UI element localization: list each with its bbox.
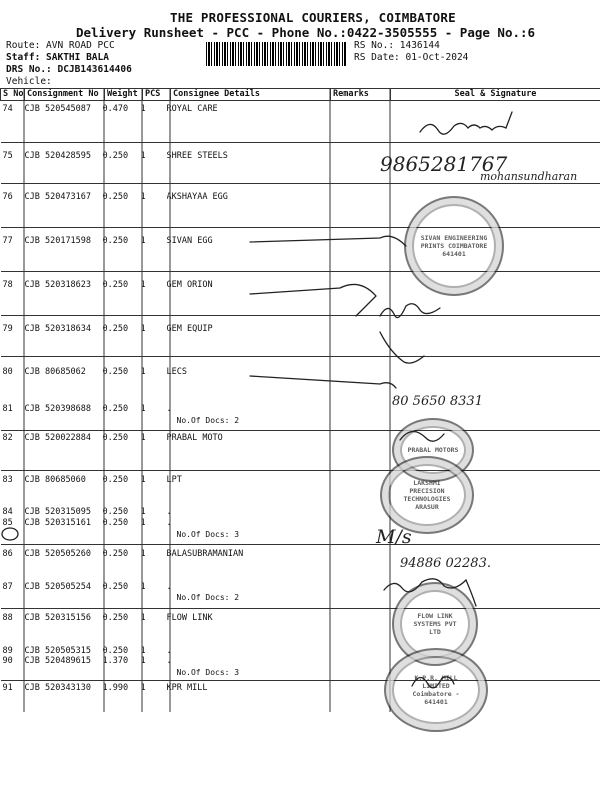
cell-sno: 84 xyxy=(2,507,13,517)
cell-consignment: CJB 520473167 xyxy=(24,192,92,202)
cell-sno: 91 xyxy=(2,683,13,693)
col-remarks: Remarks xyxy=(331,89,391,101)
cell-consignment: CJB 520505254 xyxy=(24,582,92,592)
vehicle-label: Vehicle: xyxy=(6,76,52,87)
cell-consignee: LPT xyxy=(166,475,182,485)
cell-consignee: . xyxy=(166,656,172,666)
cell-consignee: SHREE STEELS xyxy=(166,151,228,161)
handwritten-phone-81: 80 5650 8331 xyxy=(392,394,483,409)
cell-consignment: CJB 520489615 xyxy=(24,656,92,666)
cell-weight: 0.250 xyxy=(102,236,129,246)
cell-consignment: CJB 520315095 xyxy=(24,507,92,517)
cell-consignee: BALASUBRAMANIAN xyxy=(166,549,244,559)
docs-count: No.Of Docs: 3 xyxy=(176,668,240,677)
cell-consignee: . xyxy=(166,582,172,592)
cell-weight: 0.250 xyxy=(102,549,129,559)
rs-date: RS Date: 01-Oct-2024 xyxy=(354,52,469,63)
cell-sno: 78 xyxy=(2,280,13,290)
cell-consignee: FLOW LINK xyxy=(166,613,213,623)
cell-weight: 0.250 xyxy=(102,433,129,443)
cell-weight: 1.370 xyxy=(102,656,129,666)
cell-consignee: . xyxy=(166,646,172,656)
cell-weight: 1.990 xyxy=(102,683,129,693)
cell-consignment: CJB 520318634 xyxy=(24,324,92,334)
cell-pcs: 1 xyxy=(140,549,146,559)
signature-82 xyxy=(400,431,444,441)
cell-weight: 0.250 xyxy=(102,613,129,623)
col-pcs: PCS xyxy=(143,89,171,101)
signature-91 xyxy=(412,677,454,688)
circle-86 xyxy=(2,528,18,540)
cell-consignment: CJB 520318623 xyxy=(24,280,92,290)
arrow-77 xyxy=(250,236,406,246)
cell-sno: 81 xyxy=(2,404,13,414)
cell-consignee: GEM EQUIP xyxy=(166,324,213,334)
cell-sno: 82 xyxy=(2,433,13,443)
cell-sno: 74 xyxy=(2,104,13,114)
arrow-78 xyxy=(250,284,376,316)
cell-consignment: CJB 520505260 xyxy=(24,549,92,559)
cell-sno: 75 xyxy=(2,151,13,161)
cell-consignee: ROYAL CARE xyxy=(166,104,218,114)
cell-sno: 90 xyxy=(2,656,13,666)
cell-sno: 87 xyxy=(2,582,13,592)
arrow-80 xyxy=(250,376,396,388)
cell-consignment: CJB 520315156 xyxy=(24,613,92,623)
docs-count: No.Of Docs: 3 xyxy=(176,530,240,539)
cell-weight: 0.250 xyxy=(102,582,129,592)
handwritten-ms: M/s xyxy=(376,526,412,548)
cell-pcs: 1 xyxy=(140,367,146,377)
prabal-stamp: PRABAL MOTORS xyxy=(392,418,474,482)
flourish-80 xyxy=(380,332,424,363)
cell-consignment: CJB 520505315 xyxy=(24,646,92,656)
cell-weight: 0.250 xyxy=(102,280,129,290)
cell-sno: 79 xyxy=(2,324,13,334)
cell-pcs: 1 xyxy=(140,433,146,443)
cell-pcs: 1 xyxy=(140,280,146,290)
cell-sno: 85 xyxy=(2,518,13,528)
kpr-stamp: K.P.R. MILL LIMITED Coimbatore - 641401 xyxy=(384,648,488,732)
cell-pcs: 1 xyxy=(140,518,146,528)
cell-sno: 89 xyxy=(2,646,13,656)
col-weight: Weight xyxy=(105,89,143,101)
handwritten-phone-87: 94886 02283. xyxy=(400,556,491,571)
route-label: Route: AVN ROAD PCC xyxy=(6,40,115,51)
cell-weight: 0.250 xyxy=(102,404,129,414)
cell-sno: 86 xyxy=(2,549,13,559)
col-consignee: Consignee Details xyxy=(171,89,331,101)
cell-consignee: . xyxy=(166,518,172,528)
cell-consignee: AKSHAYAA EGG xyxy=(166,192,228,202)
company-title: THE PROFESSIONAL COURIERS, COIMBATORE xyxy=(170,10,456,25)
col-seal: Seal & Signature xyxy=(391,89,600,101)
rs-number: RS No.: 1436144 xyxy=(354,40,440,51)
cell-pcs: 1 xyxy=(140,646,146,656)
cell-consignment: CJB 520545087 xyxy=(24,104,92,114)
cell-weight: 0.250 xyxy=(102,475,129,485)
cell-consignment: CJB 520315161 xyxy=(24,518,92,528)
cell-pcs: 1 xyxy=(140,613,146,623)
cell-sno: 76 xyxy=(2,192,13,202)
docs-count: No.Of Docs: 2 xyxy=(176,593,240,602)
cell-consignee: GEM ORION xyxy=(166,280,213,290)
drs-label: DRS No.: DCJB143614406 xyxy=(6,64,132,75)
signature-79 xyxy=(380,304,440,318)
handwritten-name-76: mohansundharan xyxy=(480,170,578,183)
runsheet-subtitle: Delivery Runsheet - PCC - Phone No.:0422-3505555 - Page No.:6 xyxy=(76,25,536,40)
cell-pcs: 1 xyxy=(140,404,146,414)
cell-pcs: 1 xyxy=(140,192,146,202)
flowlink-stamp: FLOW LINK SYSTEMS PVT LTD xyxy=(392,582,478,666)
cell-consignee: KPR MILL xyxy=(166,683,208,693)
cell-consignee: . xyxy=(166,404,172,414)
handwritten-phone-75: 9865281767 xyxy=(380,152,508,176)
cell-weight: 0.250 xyxy=(102,324,129,334)
cell-sno: 83 xyxy=(2,475,13,485)
lakshmi-stamp: LAKSHMI PRECISION TECHNOLOGIES ARASUR xyxy=(380,456,474,534)
col-consignment: Consignment No xyxy=(25,89,105,101)
cell-weight: 0.250 xyxy=(102,367,129,377)
cell-weight: 0.250 xyxy=(102,192,129,202)
cell-consignment: CJB 520398688 xyxy=(24,404,92,414)
cell-sno: 80 xyxy=(2,367,13,377)
cell-pcs: 1 xyxy=(140,582,146,592)
cell-pcs: 1 xyxy=(140,324,146,334)
cell-weight: 0.250 xyxy=(102,518,129,528)
cell-pcs: 1 xyxy=(140,475,146,485)
cell-weight: 0.470 xyxy=(102,104,129,114)
cell-pcs: 1 xyxy=(140,683,146,693)
cell-pcs: 1 xyxy=(140,236,146,246)
cell-consignment: CJB 80685062 xyxy=(24,367,86,377)
cell-pcs: 1 xyxy=(140,104,146,114)
staff-label: Staff: SAKTHI BALA xyxy=(6,52,109,63)
cell-weight: 0.250 xyxy=(102,646,129,656)
docs-count: No.Of Docs: 2 xyxy=(176,416,240,425)
cell-consignment: CJB 520428595 xyxy=(24,151,92,161)
signature-74 xyxy=(420,112,512,134)
cell-pcs: 1 xyxy=(140,507,146,517)
cell-consignment: CJB 520171598 xyxy=(24,236,92,246)
cell-pcs: 1 xyxy=(140,151,146,161)
cell-consignee: SIVAN EGG xyxy=(166,236,213,246)
cell-weight: 0.250 xyxy=(102,507,129,517)
sivan-stamp: SIVAN ENGINEERING PRINTS COIMBATORE 641401 xyxy=(404,196,504,296)
signature-87 xyxy=(384,579,476,606)
col-sno: S No xyxy=(1,89,25,101)
cell-sno: 88 xyxy=(2,613,13,623)
cell-consignee: . xyxy=(166,507,172,517)
cell-weight: 0.250 xyxy=(102,151,129,161)
cell-pcs: 1 xyxy=(140,656,146,666)
cell-consignee: LECS xyxy=(166,367,187,377)
cell-consignment: CJB 520343130 xyxy=(24,683,92,693)
cell-consignment: CJB 80685060 xyxy=(24,475,86,485)
cell-consignment: CJB 520022884 xyxy=(24,433,92,443)
cell-sno: 77 xyxy=(2,236,13,246)
cell-consignee: PRABAL MOTO xyxy=(166,433,223,443)
